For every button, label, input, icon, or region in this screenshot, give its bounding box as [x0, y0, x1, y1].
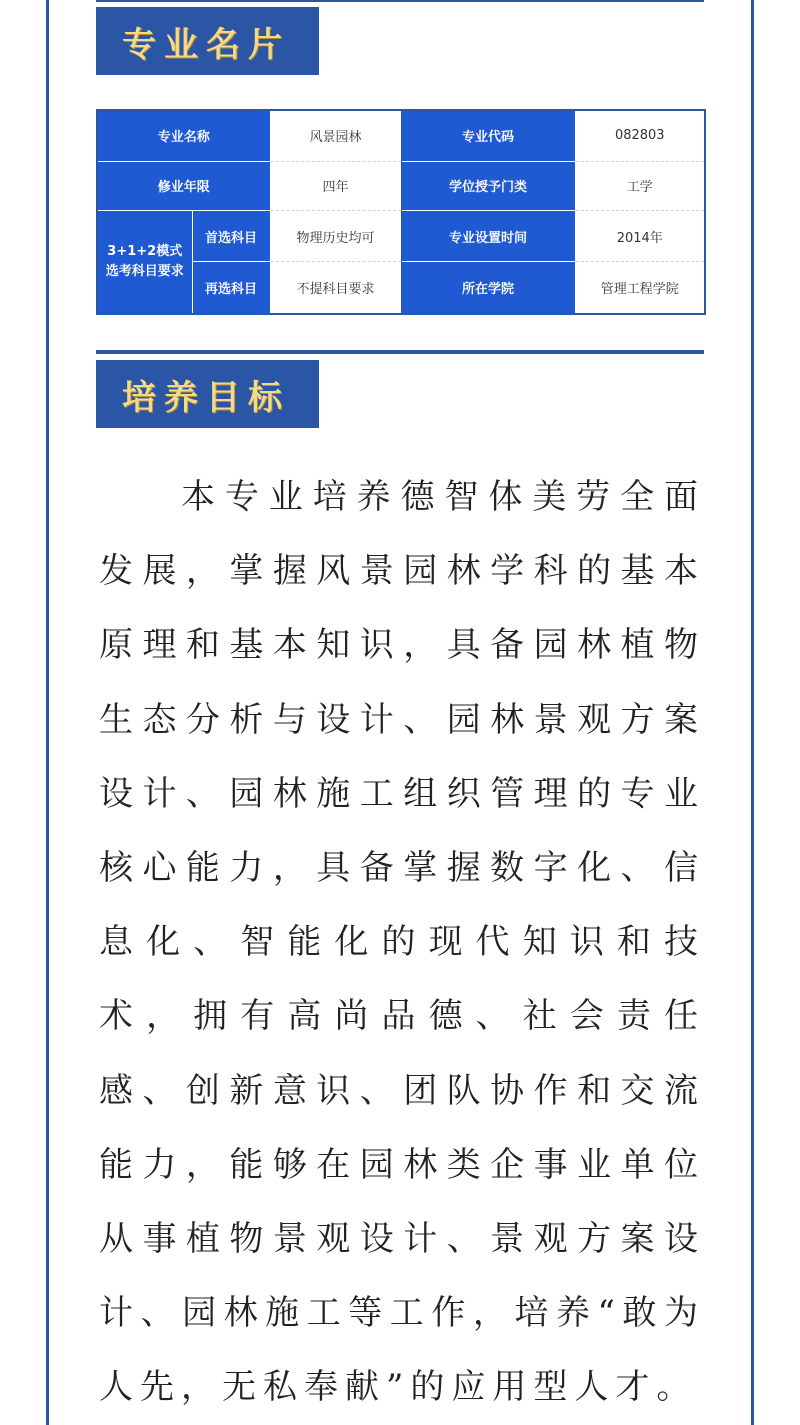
training-goal-paragraph: 本专业培养德智体美劳全面发展，掌握风景园林学科的基本原理和基本知识，具备园林植物生态分析与设计、园林景观方案设计、园林施工组织管理的专业核心能力，具备掌握数字化、信息化、智能化的现代知识和技术，拥有高尚品德、社会责任感、创新意识、团队协作和交流能力，能够在园林类企事业单位从事植物景观设计、景观方案设计、园林施工等工作，培养“敢为人先，无私奉献”的应用型人才。 [99, 477, 705, 1408]
degree-label: 学位授予门类 [401, 161, 575, 211]
table-row [97, 110, 705, 161]
goal-section-banner [96, 360, 319, 428]
table-row [97, 161, 705, 211]
college-label: 所在学院 [401, 262, 575, 314]
right-frame-line [751, 0, 754, 1425]
second-subject-label: 再选科目 [192, 262, 270, 314]
established-label: 专业设置时间 [401, 211, 575, 262]
major-name-label: 专业名称 [97, 110, 270, 161]
subject-requirement-label: 3+1+2模式选考科目要求 [97, 211, 192, 314]
table-row [97, 211, 705, 262]
second-subject-value: 不提科目要求 [270, 262, 401, 314]
section-divider [96, 350, 704, 354]
degree-value: 工学 [575, 161, 705, 211]
top-rule [96, 0, 704, 2]
major-code-value: 082803 [575, 110, 705, 161]
card-section-title: 专业名片 [122, 24, 290, 65]
first-subject-label: 首选科目 [192, 211, 270, 262]
left-frame-line [46, 0, 49, 1425]
duration-label: 修业年限 [97, 161, 270, 211]
duration-value: 四年 [270, 161, 401, 211]
first-subject-value: 物理历史均可 [270, 211, 401, 262]
established-value: 2014年 [575, 211, 705, 262]
major-code-label: 专业代码 [401, 110, 575, 161]
major-info-table [96, 109, 706, 315]
goal-section-title: 培养目标 [122, 377, 290, 418]
major-name-value: 风景园林 [270, 110, 401, 161]
card-section-banner [96, 7, 319, 75]
college-value: 管理工程学院 [575, 262, 705, 314]
